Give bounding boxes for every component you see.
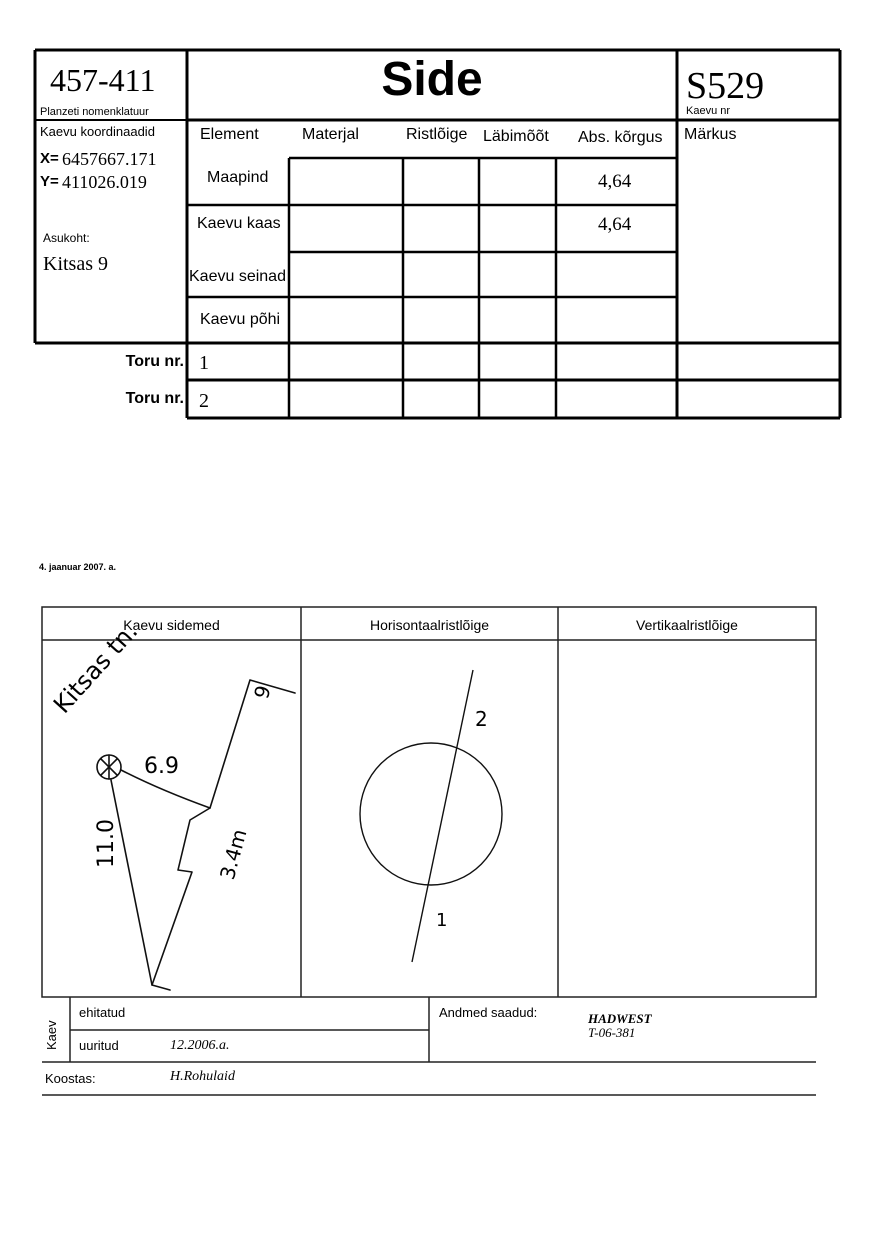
source-label: Andmed saadud: [439, 1005, 538, 1020]
row-cover-abs: 4,64 [598, 214, 632, 235]
pipe-value-2: 2 [199, 390, 209, 412]
col-cross-section: Ristlõige [406, 126, 468, 143]
well-circle [360, 743, 502, 885]
surveyed-label: uuritud [79, 1038, 119, 1053]
well-number: S529 [686, 65, 765, 107]
author-label: Koostas: [45, 1071, 96, 1086]
y-value: 411026.019 [62, 172, 147, 192]
col-element: Element [200, 126, 259, 143]
col-material: Materjal [302, 126, 359, 143]
distance-3-4: 3.4m [215, 826, 252, 883]
well-number-label: Kaevu nr [686, 105, 731, 117]
well-tie-sketch [97, 680, 295, 990]
pipe-mark-1: 1 [436, 910, 448, 931]
nomenclature-label: Planzeti nomenklatuur [40, 106, 149, 118]
document-date: 4. jaanuar 2007. a. [39, 562, 117, 572]
col-abs-height: Abs. kõrgus [578, 129, 663, 146]
x-value: 6457667.171 [62, 149, 157, 169]
distance-6-9: 6.9 [144, 754, 179, 779]
built-label: ehitatud [79, 1005, 126, 1020]
source-value-2: T-06-381 [588, 1025, 636, 1040]
surveyed-value: 12.2006.a. [170, 1038, 230, 1053]
pipe-label-2: Toru nr. [125, 390, 184, 407]
coords-label: Kaevu koordinaadid [40, 124, 155, 139]
distance-11-0: 11.0 [94, 819, 119, 868]
panel-vertical: Vertikaalristlõige [636, 617, 738, 633]
author-value: H.Rohulaid [170, 1069, 235, 1084]
pipe-label-1: Toru nr. [125, 353, 184, 370]
street-handwriting: Kitsas tn. [48, 617, 144, 719]
row-bottom: Kaevu põhi [200, 311, 281, 328]
y-label: Y= [40, 173, 59, 190]
page-title: Side [381, 53, 483, 106]
corner-mark: 9 [249, 682, 276, 702]
side-label: Kaev [44, 1020, 59, 1050]
col-diameter: Läbimõõt [483, 128, 549, 145]
location-label: Asukoht: [43, 231, 90, 245]
nomenclature-value: 457-411 [50, 62, 156, 98]
row-cover: Kaevu kaas [197, 215, 281, 232]
tie-line-3 [111, 780, 152, 985]
row-walls: Kaevu seinad [189, 268, 286, 285]
row-ground-abs: 4,64 [598, 171, 632, 192]
panel-horizontal: Horisontaalristlõige [369, 617, 490, 633]
x-label: X= [40, 150, 59, 167]
row-ground: Maapind [207, 169, 269, 186]
tie-line-2 [152, 808, 210, 990]
pipe-value-1: 1 [199, 352, 209, 374]
source-value-1: HADWEST [588, 1011, 652, 1026]
col-remark: Märkus [684, 126, 737, 143]
pipe-mark-2: 2 [475, 707, 488, 731]
location-value: Kitsas 9 [43, 253, 108, 275]
panel-ties: Kaevu sidemed [123, 617, 220, 633]
